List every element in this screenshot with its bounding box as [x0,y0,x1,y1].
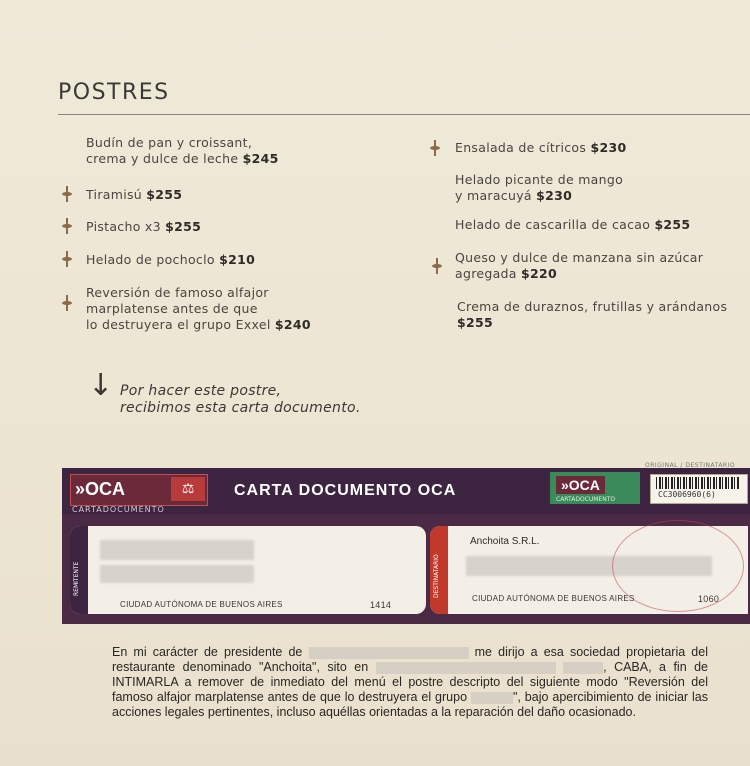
destinatario-postal-code: 1060 [698,594,720,604]
item-name: Helado de pochoclo [86,252,215,267]
item-name: Crema de duraznos, frutillas y arándanos [457,299,728,314]
section-title: POSTRES [58,80,170,105]
copy-label: ORIGINAL / DESTINATARIO [645,462,736,469]
postal-stamp [612,520,744,612]
seal-subtitle: CARTADOCUMENTO [556,496,616,503]
item-name: Budín de pan y croissant, [86,135,253,150]
tracking-code: CC3006960(6) [658,490,716,499]
redacted-company [309,647,469,659]
item-name-cont: lo destruyera el grupo Exxel [86,317,271,332]
gluten-free-icon [60,218,74,234]
item-name-cont: marplatense antes de que [86,301,258,316]
item-name: Tiramisú [86,187,143,202]
remitente-city: CIUDAD AUTÓNOMA DE BUENOS AIRES [120,600,283,609]
letter-part-4: ", bajo apercibimiento de iniciar las acciones legales pertinentes, incluso aquéllas orientadas a la reparación del daño ocasionado. [112,690,708,719]
gluten-free-icon [60,186,74,202]
note-line-2: recibimos esta carta documento. [120,400,361,416]
item-price: $210 [219,252,256,267]
item-name-cont: y maracuyá [455,188,532,203]
gluten-free-icon [430,258,444,274]
item-price: $220 [521,266,558,281]
remitente-tab [70,526,88,614]
destinatario-tab [430,526,448,614]
destinatario-label: DESTINATARIO [433,554,440,598]
item-name-cont: agregada [455,266,517,281]
item-price: $255 [654,217,691,232]
note-line-1: Por hacer este postre, [120,383,282,399]
item-name: Helado picante de mango [455,172,624,187]
menu-item-helado-cacao [455,217,690,233]
seal-logo-text: »OCA [556,476,605,494]
item-name: Queso y dulce de manzana sin azúcar [455,250,704,265]
menu-item-budin [86,135,279,167]
gluten-free-icon [60,251,74,267]
item-name: Helado de cascarilla de cacao [455,217,651,232]
scales-icon: ⚖ [171,477,205,501]
item-price: $230 [590,140,627,155]
destinatario-name: Anchoita S.R.L. [470,536,540,547]
letter-part-3: , CABA, a fin de INTIMARLA a remover de inmediato del menú el postre descripto del siguiente modo "Reversión del famoso alfajor marplatense antes de que lo destruyera el grupo [112,660,708,704]
item-name: Reversión de famoso alfajor [86,285,269,300]
menu-item-pistacho [86,219,201,235]
letter-part-1: En mi carácter de presidente de [112,645,303,659]
redacted-address [376,662,556,674]
gluten-free-icon [428,140,442,156]
remitente-postal-code: 1414 [370,600,392,610]
redacted-address [100,565,254,583]
annotation-note [120,383,361,417]
redacted-group [471,692,513,704]
menu-item-alfajor [86,285,311,333]
menu-item-tiramisu [86,187,182,203]
menu-item-queso [455,250,703,282]
item-price: $230 [536,188,573,203]
item-price: $240 [274,317,311,332]
form-title: CARTA DOCUMENTO OCA [234,482,457,499]
title-divider [58,114,750,115]
letter-body [112,645,708,720]
item-price: $255 [165,219,202,234]
item-name-cont: crema y dulce de leche [86,151,239,166]
item-name: Pistacho x3 [86,219,161,234]
down-arrow-icon: ↓ [88,368,114,403]
barcode [656,477,740,489]
item-price: $255 [457,315,493,330]
menu-item-helado-pochoclo [86,252,255,268]
menu-item-ensalada [455,140,626,156]
item-price: $245 [242,151,279,166]
redacted-number [563,662,603,674]
letter-part-2: me dirijo a esa sociedad propietaria del restaurante denominado "Anchoita", sito en [112,645,708,674]
redacted-name [100,540,254,560]
gluten-free-icon [60,295,74,311]
item-name: Ensalada de cítricos [455,140,587,155]
remitente-label: REMITENTE [73,561,80,596]
menu-item-helado-mango [455,172,623,204]
logo-subtitle: CARTADOCUMENTO [72,505,165,514]
item-price: $255 [146,187,183,202]
oca-logo [70,474,208,506]
logo-text: »OCA [75,479,126,499]
menu-item-crema-duraznos [457,299,750,331]
destinatario-city: CIUDAD AUTÓNOMA DE BUENOS AIRES [472,594,635,603]
